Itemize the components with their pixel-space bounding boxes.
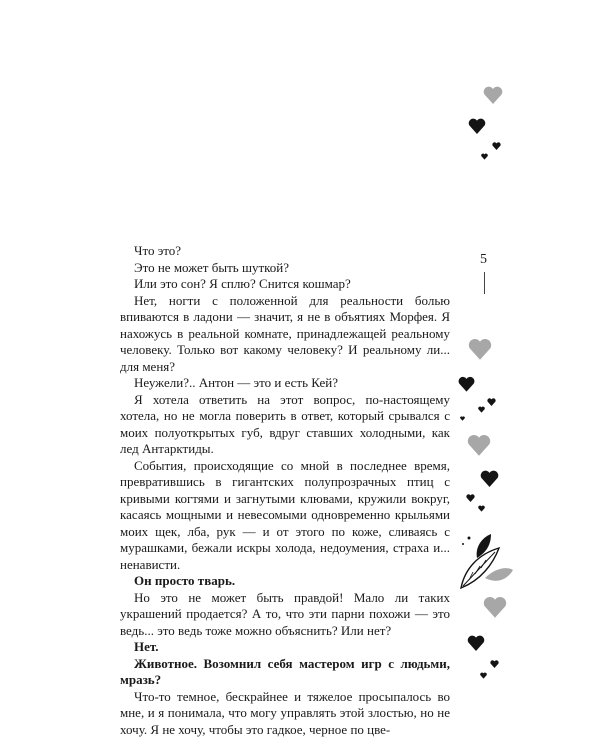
paragraph: Нет, ногти с положенной для реальности болью впиваются в ладони — значит, я не в объятиях Морфея. Я нахожусь в реальной комнате, принадлежащей реальному человеку. Только вот какому человеку? И реальному ли... для меня? xyxy=(120,292,450,374)
heart-icon xyxy=(458,376,475,392)
heart-icon xyxy=(478,406,485,413)
page-text xyxy=(120,243,450,738)
heart-icon xyxy=(481,153,488,160)
bold-paragraph: Он просто тварь. xyxy=(134,573,236,588)
page-number: 5 xyxy=(480,252,487,267)
page-number-rule xyxy=(484,272,485,294)
heart-icon xyxy=(490,660,499,668)
heart-icon xyxy=(478,505,485,512)
leaf-illustration-icon xyxy=(455,528,515,600)
heart-icon xyxy=(467,434,491,456)
bold-paragraph: Животное. Возомнил себя мастером игр с людьми, мразь? xyxy=(120,655,450,687)
paragraph: Что это? xyxy=(134,243,182,258)
heart-icon xyxy=(487,398,496,406)
heart-icon xyxy=(483,596,507,618)
heart-icon xyxy=(460,416,465,421)
paragraph: Я хотела ответить на этот вопрос, по-настоящему хотела, но не могла поверить в ответ, который срывался с моих полуоткрытых губ, вдруг ставших холодными, как лед Антарктиды. xyxy=(120,391,450,456)
heart-icon xyxy=(467,635,485,651)
paragraph: Или это сон? Я сплю? Снится кошмар? xyxy=(134,276,351,291)
heart-icon xyxy=(492,142,501,150)
heart-icon xyxy=(468,118,486,134)
heart-icon xyxy=(466,494,475,502)
paragraph: Но это не может быть правдой! Мало ли таких украшений продается? А то, что эти парни похожи — это ведь... это ведь тоже можно объяснить? Или нет? xyxy=(120,589,450,638)
heart-icon xyxy=(480,470,499,487)
bold-paragraph: Нет. xyxy=(134,639,159,654)
paragraph: События, происходящие со мной в последнее время, превратившись в гигантских полупрозрачных птиц с кривыми когтями и загнутыми клювами, кружили вокруг, касаясь мощными и невесомыми одновременно крыльями моих щек, лба, рук — и от этого по коже, сливаясь с мурашками, бежали искры холода, недоумения, страха и... ненависти. xyxy=(120,457,450,572)
heart-icon xyxy=(483,86,503,104)
heart-icon xyxy=(480,672,487,679)
paragraph: Неужели?.. Антон — это и есть Кей? xyxy=(134,375,338,390)
paragraph: Это не может быть шуткой? xyxy=(134,259,290,275)
paragraph: Что-то темное, бескрайнее и тяжелое просыпалось во мне, и я понимала, что могу управлять этой злостью, но не хочу. Я не хочу, чтобы это гадкое, черное по цве- xyxy=(120,688,450,737)
heart-icon xyxy=(468,338,492,360)
